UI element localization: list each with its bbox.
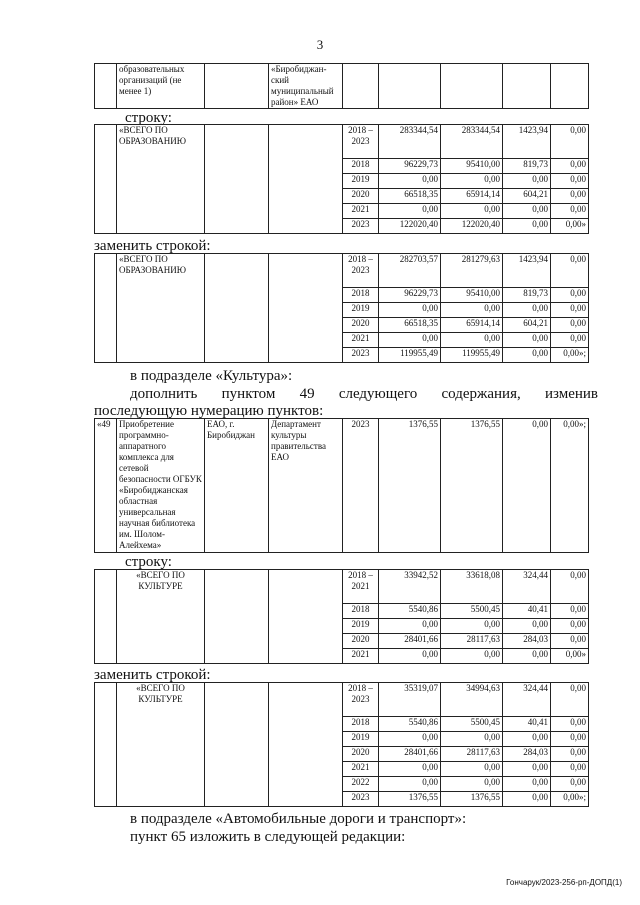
value-cell: 65914,14 (441, 318, 503, 333)
value-cell: 0,00 (551, 303, 589, 318)
value-cell: 0,00 (551, 717, 589, 732)
value-cell: 0,00 (551, 174, 589, 189)
value-cell: 0,00 (503, 219, 551, 234)
value-cell: 0,00»; (551, 792, 589, 807)
value-cell: 119955,49 (441, 348, 503, 363)
year-cell: 2021 (343, 333, 379, 348)
cell: «Биробиджан-ский муниципальный район» ЕАО (269, 64, 343, 109)
item-name: Приобретение программно-аппаратного комплекса для сетевой безопасности ОГБУК «Биробиджанская областная универсальная научная библиотека им. Шолом-Алейхема» (117, 419, 205, 553)
label-line: заменить строкой: (94, 667, 211, 683)
value-cell: 0,00 (441, 619, 503, 634)
value-cell: 324,44 (503, 570, 551, 604)
value-cell: 281279,63 (441, 254, 503, 288)
value-cell: 324,44 (503, 683, 551, 717)
item-number: «49 (95, 419, 117, 553)
value-cell: 0,00 (503, 762, 551, 777)
value-cell: 0,00 (503, 303, 551, 318)
culture-old-table (94, 569, 589, 664)
cell (205, 254, 269, 363)
label-line: строку: (125, 554, 172, 570)
value-cell: 0,00 (503, 792, 551, 807)
value-cell: 1376,55 (379, 792, 441, 807)
year-cell: 2019 (343, 303, 379, 318)
value-cell: 282703,57 (379, 254, 441, 288)
value-cell: 1423,94 (503, 254, 551, 288)
value-cell: 28117,63 (441, 634, 503, 649)
value-cell: 28401,66 (379, 747, 441, 762)
value-cell: 0,00 (503, 174, 551, 189)
value-cell: 122020,40 (441, 219, 503, 234)
total-title: «ВСЕГО ПО КУЛЬТУРЕ (117, 683, 205, 807)
cell (95, 570, 117, 664)
value-cell: 28117,63 (441, 747, 503, 762)
item-executor: Департамент культуры правительства ЕАО (269, 419, 343, 553)
cell (95, 64, 117, 109)
year-cell: 2021 (343, 762, 379, 777)
value-cell: 0,00» (551, 219, 589, 234)
value-cell: 0,00 (441, 732, 503, 747)
value-cell: 66518,35 (379, 189, 441, 204)
value-cell: 0,00 (379, 619, 441, 634)
value-cell: 0,00» (551, 649, 589, 664)
cell (343, 64, 379, 109)
value-cell: 819,73 (503, 288, 551, 303)
value-cell: 122020,40 (379, 219, 441, 234)
top-table (94, 63, 589, 109)
value-cell: 0,00 (441, 204, 503, 219)
year-cell: 2020 (343, 189, 379, 204)
value-cell: 0,00 (551, 288, 589, 303)
value-cell: 0,00 (551, 159, 589, 174)
value-cell: 0,00 (441, 333, 503, 348)
total-title: «ВСЕГО ПО КУЛЬТУРЕ (117, 570, 205, 664)
value-cell: 28401,66 (379, 634, 441, 649)
label-line: последующую нумерацию пунктов: (94, 403, 324, 419)
value-cell: 0,00 (551, 619, 589, 634)
value-cell: 0,00»; (551, 348, 589, 363)
value-cell: 0,00 (551, 333, 589, 348)
total-title: «ВСЕГО ПО ОБРАЗОВАНИЮ (117, 254, 205, 363)
label-line: в подразделе «Культура»: (130, 368, 293, 384)
footer-reference: Гончарук/2023-256-рп-ДОПД(1) (506, 878, 622, 887)
value-cell: 35319,07 (379, 683, 441, 717)
value-cell: 0,00 (551, 634, 589, 649)
year-cell: 2018 – 2023 (343, 125, 379, 159)
value-cell: 0,00 (441, 762, 503, 777)
value-cell: 34994,63 (441, 683, 503, 717)
value-cell: 0,00 (503, 419, 551, 553)
value-cell: 65914,14 (441, 189, 503, 204)
year-cell: 2019 (343, 619, 379, 634)
label-line: пункт 65 изложить в следующей редакции: (130, 829, 406, 845)
value-cell: 33618,08 (441, 570, 503, 604)
year-cell: 2018 – 2021 (343, 570, 379, 604)
year-cell: 2023 (343, 348, 379, 363)
value-cell: 1376,55 (441, 419, 503, 553)
value-cell: 96229,73 (379, 159, 441, 174)
label-line: строку: (125, 110, 172, 126)
total-title: «ВСЕГО ПО ОБРАЗОВАНИЮ (117, 125, 205, 234)
value-cell: 5540,86 (379, 604, 441, 619)
value-cell: 95410,00 (441, 159, 503, 174)
cell (269, 254, 343, 363)
label-line: в подразделе «Автомобильные дороги и транспорт»: (130, 811, 467, 827)
value-cell: 0,00 (441, 649, 503, 664)
value-cell: 40,41 (503, 604, 551, 619)
value-cell: 0,00 (551, 762, 589, 777)
value-cell: 0,00 (379, 333, 441, 348)
value-cell: 0,00 (379, 732, 441, 747)
value-cell: 5500,45 (441, 717, 503, 732)
value-cell: 1376,55 (441, 792, 503, 807)
value-cell: 0,00 (551, 777, 589, 792)
year-cell: 2018 (343, 604, 379, 619)
cell (95, 683, 117, 807)
cell (551, 64, 589, 109)
year-cell: 2023 (343, 792, 379, 807)
year-cell: 2023 (343, 419, 379, 553)
value-cell: 33942,52 (379, 570, 441, 604)
year-cell: 2018 (343, 159, 379, 174)
value-cell: 1376,55 (379, 419, 441, 553)
value-cell: 0,00 (379, 204, 441, 219)
value-cell: 5500,45 (441, 604, 503, 619)
cell (95, 125, 117, 234)
value-cell: 604,21 (503, 189, 551, 204)
value-cell: 0,00 (551, 570, 589, 604)
value-cell: 40,41 (503, 717, 551, 732)
value-cell: 0,00 (503, 777, 551, 792)
value-cell: 66518,35 (379, 318, 441, 333)
year-cell: 2019 (343, 174, 379, 189)
value-cell: 604,21 (503, 318, 551, 333)
edu-old-table (94, 124, 589, 234)
year-cell: 2018 – 2023 (343, 683, 379, 717)
item-place: ЕАО, г. Биробиджан (205, 419, 269, 553)
value-cell: 283344,54 (441, 125, 503, 159)
cell (269, 125, 343, 234)
cell (441, 64, 503, 109)
value-cell: 283344,54 (379, 125, 441, 159)
year-cell: 2019 (343, 732, 379, 747)
value-cell: 0,00 (551, 683, 589, 717)
cell (205, 125, 269, 234)
value-cell: 0,00 (551, 189, 589, 204)
value-cell: 0,00 (503, 204, 551, 219)
value-cell: 284,03 (503, 747, 551, 762)
label-line: заменить строкой: (94, 238, 211, 254)
value-cell: 0,00 (503, 732, 551, 747)
value-cell: 0,00 (551, 125, 589, 159)
year-cell: 2021 (343, 204, 379, 219)
year-cell: 2020 (343, 318, 379, 333)
year-cell: 2020 (343, 634, 379, 649)
value-cell: 0,00 (379, 777, 441, 792)
value-cell: 0,00 (441, 174, 503, 189)
cell (205, 570, 269, 664)
value-cell: 0,00 (379, 174, 441, 189)
value-cell: 0,00 (551, 732, 589, 747)
value-cell: 0,00 (551, 747, 589, 762)
culture-new-table (94, 682, 589, 807)
page-number: 3 (316, 37, 324, 52)
value-cell: 0,00 (503, 619, 551, 634)
value-cell: 0,00 (379, 303, 441, 318)
value-cell: 0,00 (551, 254, 589, 288)
cell: образовательных организаций (не менее 1) (117, 64, 205, 109)
year-cell: 2018 (343, 288, 379, 303)
value-cell: 1423,94 (503, 125, 551, 159)
value-cell: 819,73 (503, 159, 551, 174)
value-cell: 0,00 (503, 348, 551, 363)
value-cell: 0,00 (551, 318, 589, 333)
value-cell: 0,00 (551, 204, 589, 219)
value-cell: 0,00 (441, 777, 503, 792)
year-cell: 2022 (343, 777, 379, 792)
cell (379, 64, 441, 109)
year-cell: 2020 (343, 747, 379, 762)
cell (95, 254, 117, 363)
value-cell: 0,00 (379, 649, 441, 664)
value-cell: 0,00 (503, 649, 551, 664)
year-cell: 2023 (343, 219, 379, 234)
value-cell: 119955,49 (379, 348, 441, 363)
cell (205, 683, 269, 807)
year-cell: 2018 – 2023 (343, 254, 379, 288)
edu-new-table (94, 253, 589, 363)
value-cell: 0,00 (379, 762, 441, 777)
value-cell: 95410,00 (441, 288, 503, 303)
item-49-table (94, 418, 589, 553)
value-cell: 0,00»; (551, 419, 589, 553)
cell (503, 64, 551, 109)
value-cell: 96229,73 (379, 288, 441, 303)
value-cell: 5540,86 (379, 717, 441, 732)
cell (269, 683, 343, 807)
value-cell: 0,00 (441, 303, 503, 318)
value-cell: 0,00 (503, 333, 551, 348)
cell (269, 570, 343, 664)
cell (205, 64, 269, 109)
label-line: дополнить пунктом 49 следующего содержания, изменив (130, 386, 598, 402)
value-cell: 284,03 (503, 634, 551, 649)
value-cell: 0,00 (551, 604, 589, 619)
year-cell: 2018 (343, 717, 379, 732)
year-cell: 2021 (343, 649, 379, 664)
